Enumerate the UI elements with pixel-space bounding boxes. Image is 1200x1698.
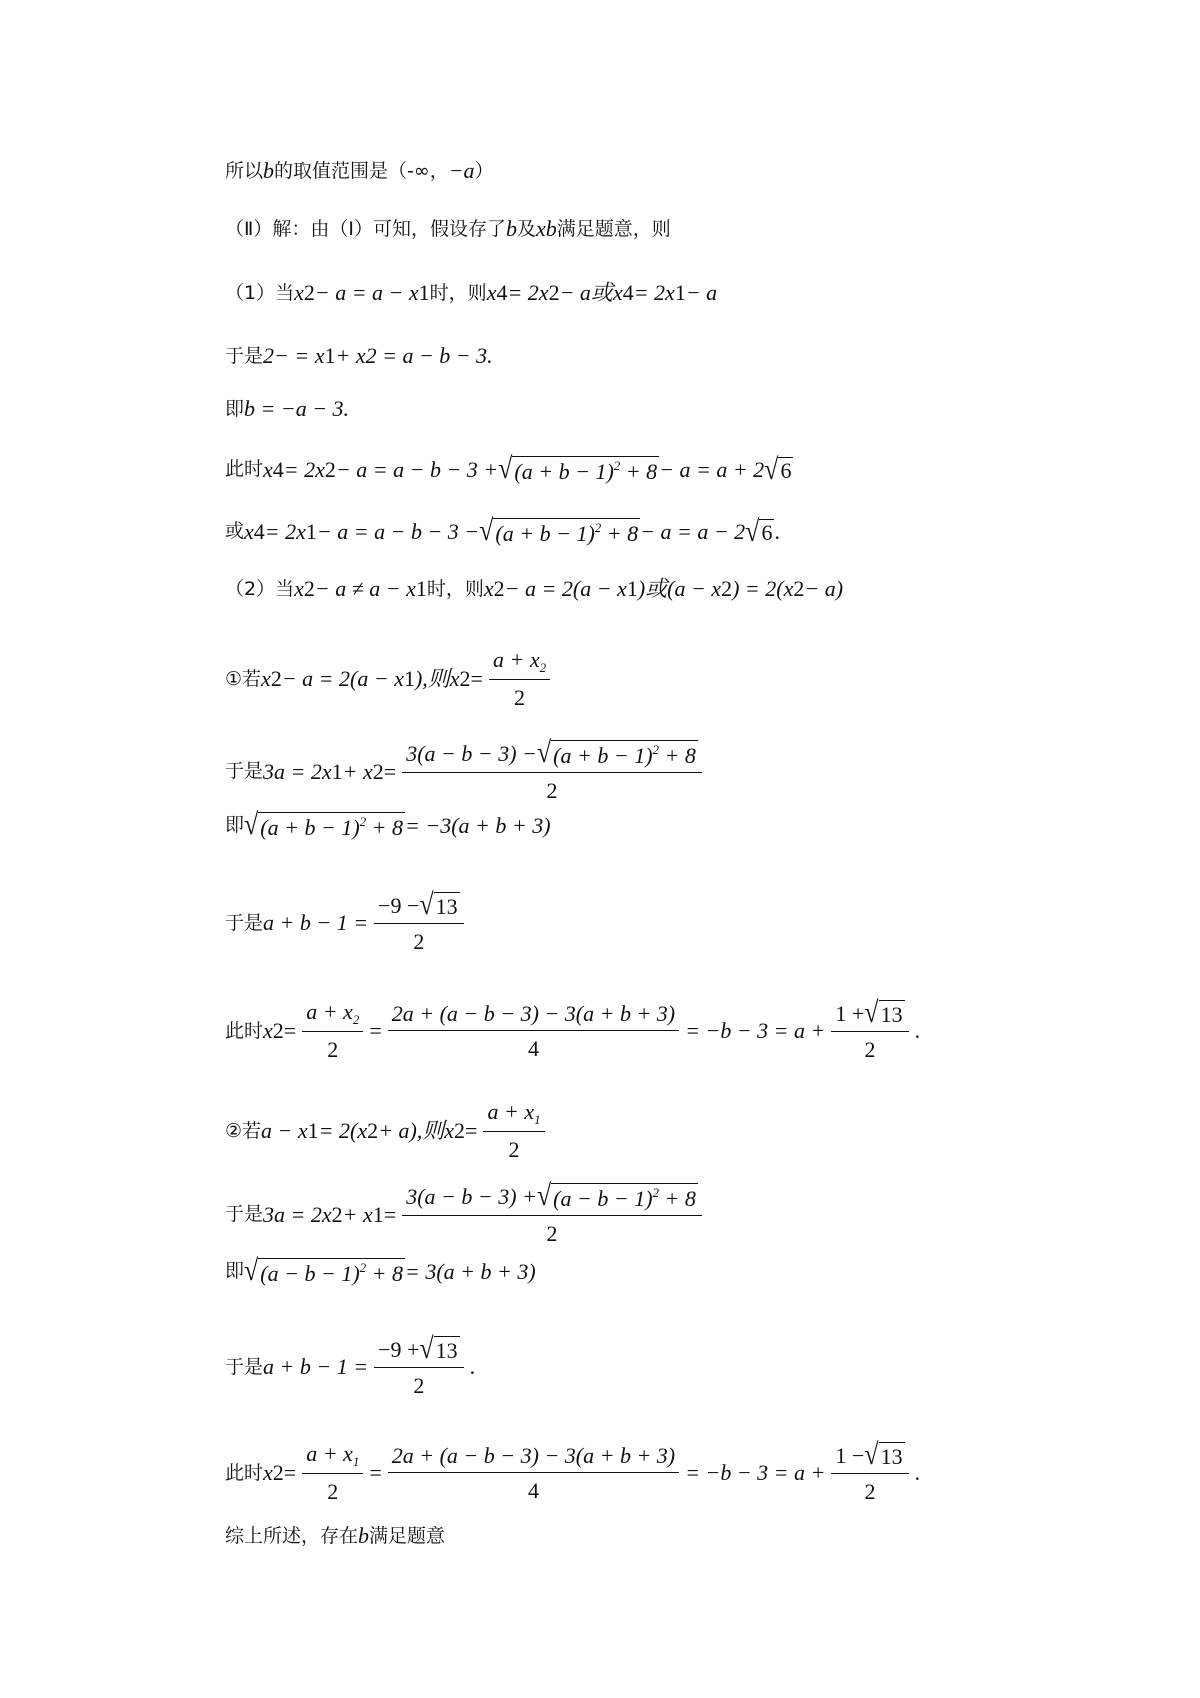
- fraction: $\frac{a + x_1}{2}$: [302, 1442, 363, 1504]
- square-root: √ 13: [864, 995, 903, 1030]
- formula-line-13: 此时 x 2 = $\frac{a + x_2}{2}$ = $\frac{2a + (a - b - 3) - 3(a + b + 3)}{4}$ = −b − 3 = a + 1 + √ 13 2 .: [225, 995, 921, 1063]
- text-line-19: 综上所述，存在 b 满足题意: [225, 1523, 446, 1548]
- square-root: √ 13: [419, 1331, 458, 1366]
- formula-line-9: ①若 x 2 − a = 2(a − x 1 ),则x 2 = $\frac{a + x_2}{2}$: [225, 648, 556, 710]
- square-root: √ $(a + b - 1)^2 + 8$: [479, 513, 639, 548]
- formula-line-4: 于是 2− = x 1 + x2 = a − b − 3.: [225, 343, 493, 368]
- fraction: $\frac{a + x_2}{2}$: [302, 1000, 363, 1062]
- square-root: √ 13: [864, 1437, 903, 1472]
- formula-line-17: 于是 a + b − 1 = −9 + √ 13 2 .: [225, 1331, 476, 1399]
- formula-line-16: 即 √ $(a - b - 1)^2 + 8$ = 3(a + b + 3): [225, 1253, 536, 1288]
- text-line-2: （Ⅱ）解：由（Ⅰ）可知，假设存了 b 及 x b 满足题意，则: [225, 216, 671, 241]
- square-root: √ $(a + b - 1)^2 + 8$: [498, 451, 658, 486]
- fraction: $\frac{a + x_1}{2}$: [483, 1100, 544, 1162]
- fraction: 1 − √ 13 2: [831, 1442, 908, 1504]
- formula-line-7: 或 x 4 = 2x 1 − a = a − b − 3 − √ $(a + b - 1)^2 + 8$ − a = a − 2 √ 6 .: [225, 513, 780, 548]
- square-root: √ 6: [745, 514, 773, 548]
- formula-line-5: 即 b = −a − 3.: [225, 396, 350, 421]
- formula-line-8: （2）当 x 2 − a ≠ a − x 1 时，则 x 2 − a = 2(a − x 1 )或(a − x 2 ) = 2(x 2 − a): [225, 576, 844, 601]
- square-root: √ 13: [419, 887, 458, 922]
- formula-line-11: 即 √ $(a + b - 1)^2 + 8$ = −3(a + b + 3): [225, 807, 551, 842]
- square-root: √ 6: [764, 452, 792, 486]
- square-root: √ $(a + b - 1)^2 + 8$: [536, 735, 696, 769]
- formula-line-18: 此时 x 2 = $\frac{a + x_1}{2}$ = $\frac{2a + (a - b - 3) - 3(a + b + 3)}{4}$ = −b − 3 = a + 1 − √ 13 2 .: [225, 1437, 921, 1505]
- square-root: √ $(a + b - 1)^2 + 8$: [244, 807, 403, 842]
- fraction: 1 + √ 13 2: [831, 1000, 908, 1062]
- formula-line-10: 于是 3a = 2x 1 + x 2 = 3(a − b − 3) − √ $(a + b - 1)^2 + 8$ 2: [225, 740, 708, 803]
- fraction: $\frac{a + x_2}{2}$: [489, 648, 550, 710]
- formula-line-15: 于是 3a = 2x 2 + x 1 = 3(a − b − 3) + √ $(a - b - 1)^2 + 8$ 2: [225, 1183, 708, 1246]
- square-root: √ $(a - b - 1)^2 + 8$: [536, 1178, 696, 1212]
- fraction: 3(a − b − 3) − √ $(a + b - 1)^2 + 8$ 2: [402, 740, 702, 803]
- fraction: $\frac{2a + (a - b - 3) - 3(a + b + 3)}{4}$: [388, 1002, 679, 1061]
- formula-line-14: ②若 a − x 1 = 2(x 2 + a),则x 2 = $\frac{a + x_1}{2}$: [225, 1100, 551, 1162]
- fraction: −9 − √ 13 2: [374, 892, 464, 954]
- fraction: $\frac{2a + (a - b - 3) - 3(a + b + 3)}{4}$: [388, 1444, 679, 1503]
- formula-line-12: 于是 a + b − 1 = −9 − √ 13 2: [225, 892, 470, 954]
- text-line-1: 所以 b 的取值范围是（-∞， −a ）: [225, 158, 494, 183]
- formula-line-3: （1）当 x 2 − a = a − x 1 时，则 x 4 = 2x 2 − a或x 4 = 2x 1 − a: [225, 280, 718, 305]
- formula-line-6: 此时 x 4 = 2x 2 − a = a − b − 3 + √ $(a + b - 1)^2 + 8$ − a = a + 2 √ 6: [225, 451, 792, 486]
- square-root: √ $(a - b - 1)^2 + 8$: [244, 1253, 403, 1288]
- fraction: 3(a − b − 3) + √ $(a - b - 1)^2 + 8$ 2: [402, 1183, 702, 1246]
- fraction: −9 + √ 13 2: [374, 1336, 464, 1398]
